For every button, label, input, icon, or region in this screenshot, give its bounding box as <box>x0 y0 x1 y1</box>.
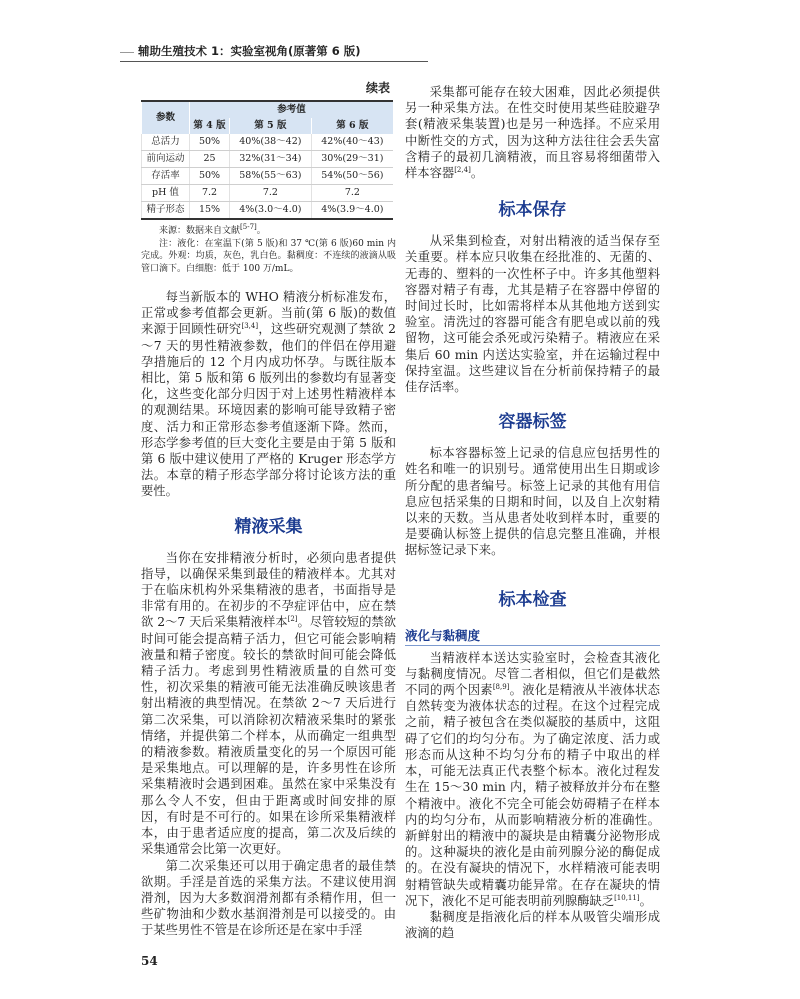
cell: pH 值 <box>142 185 190 202</box>
citation: [10,11] <box>614 893 640 902</box>
running-header: 辅助生殖技术 1：实验室视角(原著第 6 版) <box>120 44 428 62</box>
param-header: 参数 <box>142 101 190 134</box>
table-notes: 来源：数据来自文献[5-7]。 注：液化：在室温下(第 5 版)和 37 ℃(第 6 版)60 min 内完成。外观：均质，灰色，乳白色。黏稠度：不连续的液滴从吸管口滴下。白细胞：低于 100 万/mL。 <box>141 223 396 274</box>
paragraph: 标本容器标签上记录的信息应包括男性的姓名和唯一的识别号。通常使用出生日期或诊所分配的患者编号。标签上记录的其他有用信息应包括采集的日期和时间，以及自上次射精以来的天数。当从患者处收到样本时，重要的是要确认标签上提供的信息完整且准确，并根据标签记录下来。 <box>405 446 660 558</box>
cell: 精子形态 <box>142 202 190 220</box>
section-heading: 容器标签 <box>498 412 567 433</box>
cell: 40%(38～42) <box>230 134 312 151</box>
cell: 7.2 <box>311 185 393 202</box>
paragraph <box>405 84 660 181</box>
citation: [3,4] <box>241 322 259 331</box>
citation: [5-7] <box>240 223 257 231</box>
paragraph <box>141 550 396 858</box>
text: 当精液样本送达实验室时，会检查其液化与黏稠度情况。尽管二者相似，但它们是截然不同的两个因素 <box>405 650 660 698</box>
cell: 50% <box>190 134 230 151</box>
text: 。尽管较短的禁欲时间可能会提高精子活力，但它可能会影响精液量和精子密度。较长的禁欲时间可能会降低精子活力。考虑到男性精液质量的自然可变性，初次采集的精液可能无法准确反映该患者射出精液的典型情况。在禁欲 2～7 天后进行第二次采集，可以消除初次精液采集时的紧张情绪，并提供第二个样本，从而确定一组典型的精液参数。精液质量变化的另一个原因可能是采集地点。可以理解的是，许多男性在诊所采集精液时会遇到困难。虽然在家中采集没有那么令人不安，但由于距离或时间安排的原因，有时是不可行的。如果在诊所采集精液样本，由于患者适应度的提高，第二次及后续的采集通常会比第一次更好。 <box>141 615 396 857</box>
cell: 42%(40～43) <box>311 134 393 151</box>
citation: [8,9] <box>492 682 510 691</box>
table-row <box>142 134 394 151</box>
paragraph <box>141 289 396 500</box>
section-heading: 精液采集 <box>234 516 303 537</box>
paragraph <box>405 650 660 909</box>
subsection-heading: 液化与黏稠度 <box>405 627 660 646</box>
cell: 25 <box>190 151 230 168</box>
cell: 50% <box>190 168 230 185</box>
text: 每当新版本的 WHO 精液分析标准发布，正常或参考值都会更新。当前(第 6 版)的数值来源于回顾性研究 <box>141 290 396 337</box>
section-heading: 标本保存 <box>498 200 567 221</box>
table-row <box>142 185 394 202</box>
text: 采集都可能存在较大困难，因此必须提供另一种采集方法。在性交时使用某些硅胶避孕套(精液采集装置)也是另一种选择。不应采用中断性交的方式，因为这种方法往往会丢失富含精子的最初几滴精液，而且容易将细菌带入样本容器 <box>405 85 660 181</box>
text: 当你在安排精液分析时，必须向患者提供指导，以确保采集到最佳的精液样本。尤其对于在临床机构外采集精液的患者，书面指导是非常有用的。在初步的不孕症评估中，应在禁欲 2～7 天后采集精液样本 <box>141 550 396 630</box>
cell: 58%(55～63) <box>230 168 312 185</box>
cell: 7.2 <box>190 185 230 202</box>
right-column <box>405 84 660 941</box>
cell: 前向运动 <box>142 151 190 168</box>
cell: 32%(31～34) <box>230 151 312 168</box>
section-heading: 标本检查 <box>498 589 567 610</box>
cell: 4%(3.0～4.0) <box>230 202 312 220</box>
text: 。 <box>470 166 484 181</box>
text: ，这些研究观测了禁欲 2～7 天的男性精液参数，他们的伴侣在停用避孕措施后的 12 个月内成功怀孕。与既往版本相比，第 5 版和第 6 版列出的参数均有显著变化，这些变化部分归因于对上述男性精液样本的观测结果。环境因素的影响可能导致精子密度、活力和正常形态参考值逐渐下降。然而，形态学参考值的巨大变化主要是由于第 5 版和第 6 版中建议使用了严格的 Kruger 形态学方法。本章的精子形态学部分将讨论该方法的重要性。 <box>141 322 396 499</box>
edition-header: 第 5 版 <box>230 118 312 134</box>
ref-header: 参考值 <box>190 101 394 118</box>
paragraph: 黏稠度是指液化后的样本从吸管尖端形成液滴的趋 <box>405 909 660 941</box>
citation: [2,4] <box>454 165 471 174</box>
reference-values-table <box>141 100 393 220</box>
edition-header: 第 4 版 <box>190 118 230 134</box>
table-source: 来源：数据来自文献 <box>159 226 241 236</box>
left-column <box>141 70 396 969</box>
cell: 54%(50～56) <box>311 168 393 185</box>
paragraph: 第二次采集还可以用于确定患者的最佳禁欲期。手淫是首选的采集方法。不建议使用润滑剂，因为大多数润滑剂都有杀精作用，但一些矿物油和少数水基润滑剂是可以接受的。由于某些男性不管是在诊所还是在家中手淫 <box>141 858 396 938</box>
page-number: 54 <box>141 953 158 968</box>
cell: 15% <box>190 202 230 220</box>
text: 。 <box>639 893 652 908</box>
cell: 存活率 <box>142 168 190 185</box>
table-row <box>142 151 394 168</box>
table-row <box>142 168 394 185</box>
table-continued-label: 续表 <box>365 81 390 95</box>
cell: 7.2 <box>230 185 312 202</box>
edition-header: 第 6 版 <box>311 118 393 134</box>
table-note: 注：液化：在室温下(第 5 版)和 37 ℃(第 6 版)60 min 内完成。外观：均质，灰色，乳白色。黏稠度：不连续的液滴从吸管口滴下。白细胞：低于 100 万/mL。 <box>141 238 396 274</box>
citation: [2] <box>287 615 298 624</box>
cell: 总活力 <box>142 134 190 151</box>
columns <box>141 70 680 969</box>
paragraph: 从采集到检查，对射出精液的适当保存至关重要。样本应只收集在经批准的、无菌的、无毒的、塑料的一次性杯子中。许多其他塑料容器对精子有毒，尤其是精子在容器中停留的时间过长时，比如需将样本从其他地方送到实验室。清洗过的容器可能含有肥皂或以前的残留物，这可能会杀死或污染精子。精液应在采集后 60 min 内送达实验室，并在运输过程中保持室温。这些建议旨在分析前保持精子的最佳存活率。 <box>405 234 660 395</box>
cell: 4%(3.9～4.0) <box>311 202 393 220</box>
cell: 30%(29～31) <box>311 151 393 168</box>
text: 。液化是精液从半液体状态自然转变为液体状态的过程。在这个过程完成之前，精子被包含在类似凝胶的基质中，这阻碍了它们的均匀分布。为了确定浓度、活力或形态而从这种不均匀分布的精子中取出的样本，可能无法真正代表整个标本。液化过程发生在 15～30 min 内，精子被释放并分布在整个精液中。液化不完全可能会妨碍精子在样本内的均匀分布，从而影响精液分析的准确性。新鲜射出的精液中的凝块是由精囊分泌物形成的。这种凝块的液化是由前列腺分泌的酶促成的。在没有凝块的情况下，水样精液可能表明射精管缺失或精囊功能异常。在存在凝块的情况下，液化不足可能表明前列腺酶缺乏 <box>405 683 660 908</box>
table-row <box>142 202 394 220</box>
